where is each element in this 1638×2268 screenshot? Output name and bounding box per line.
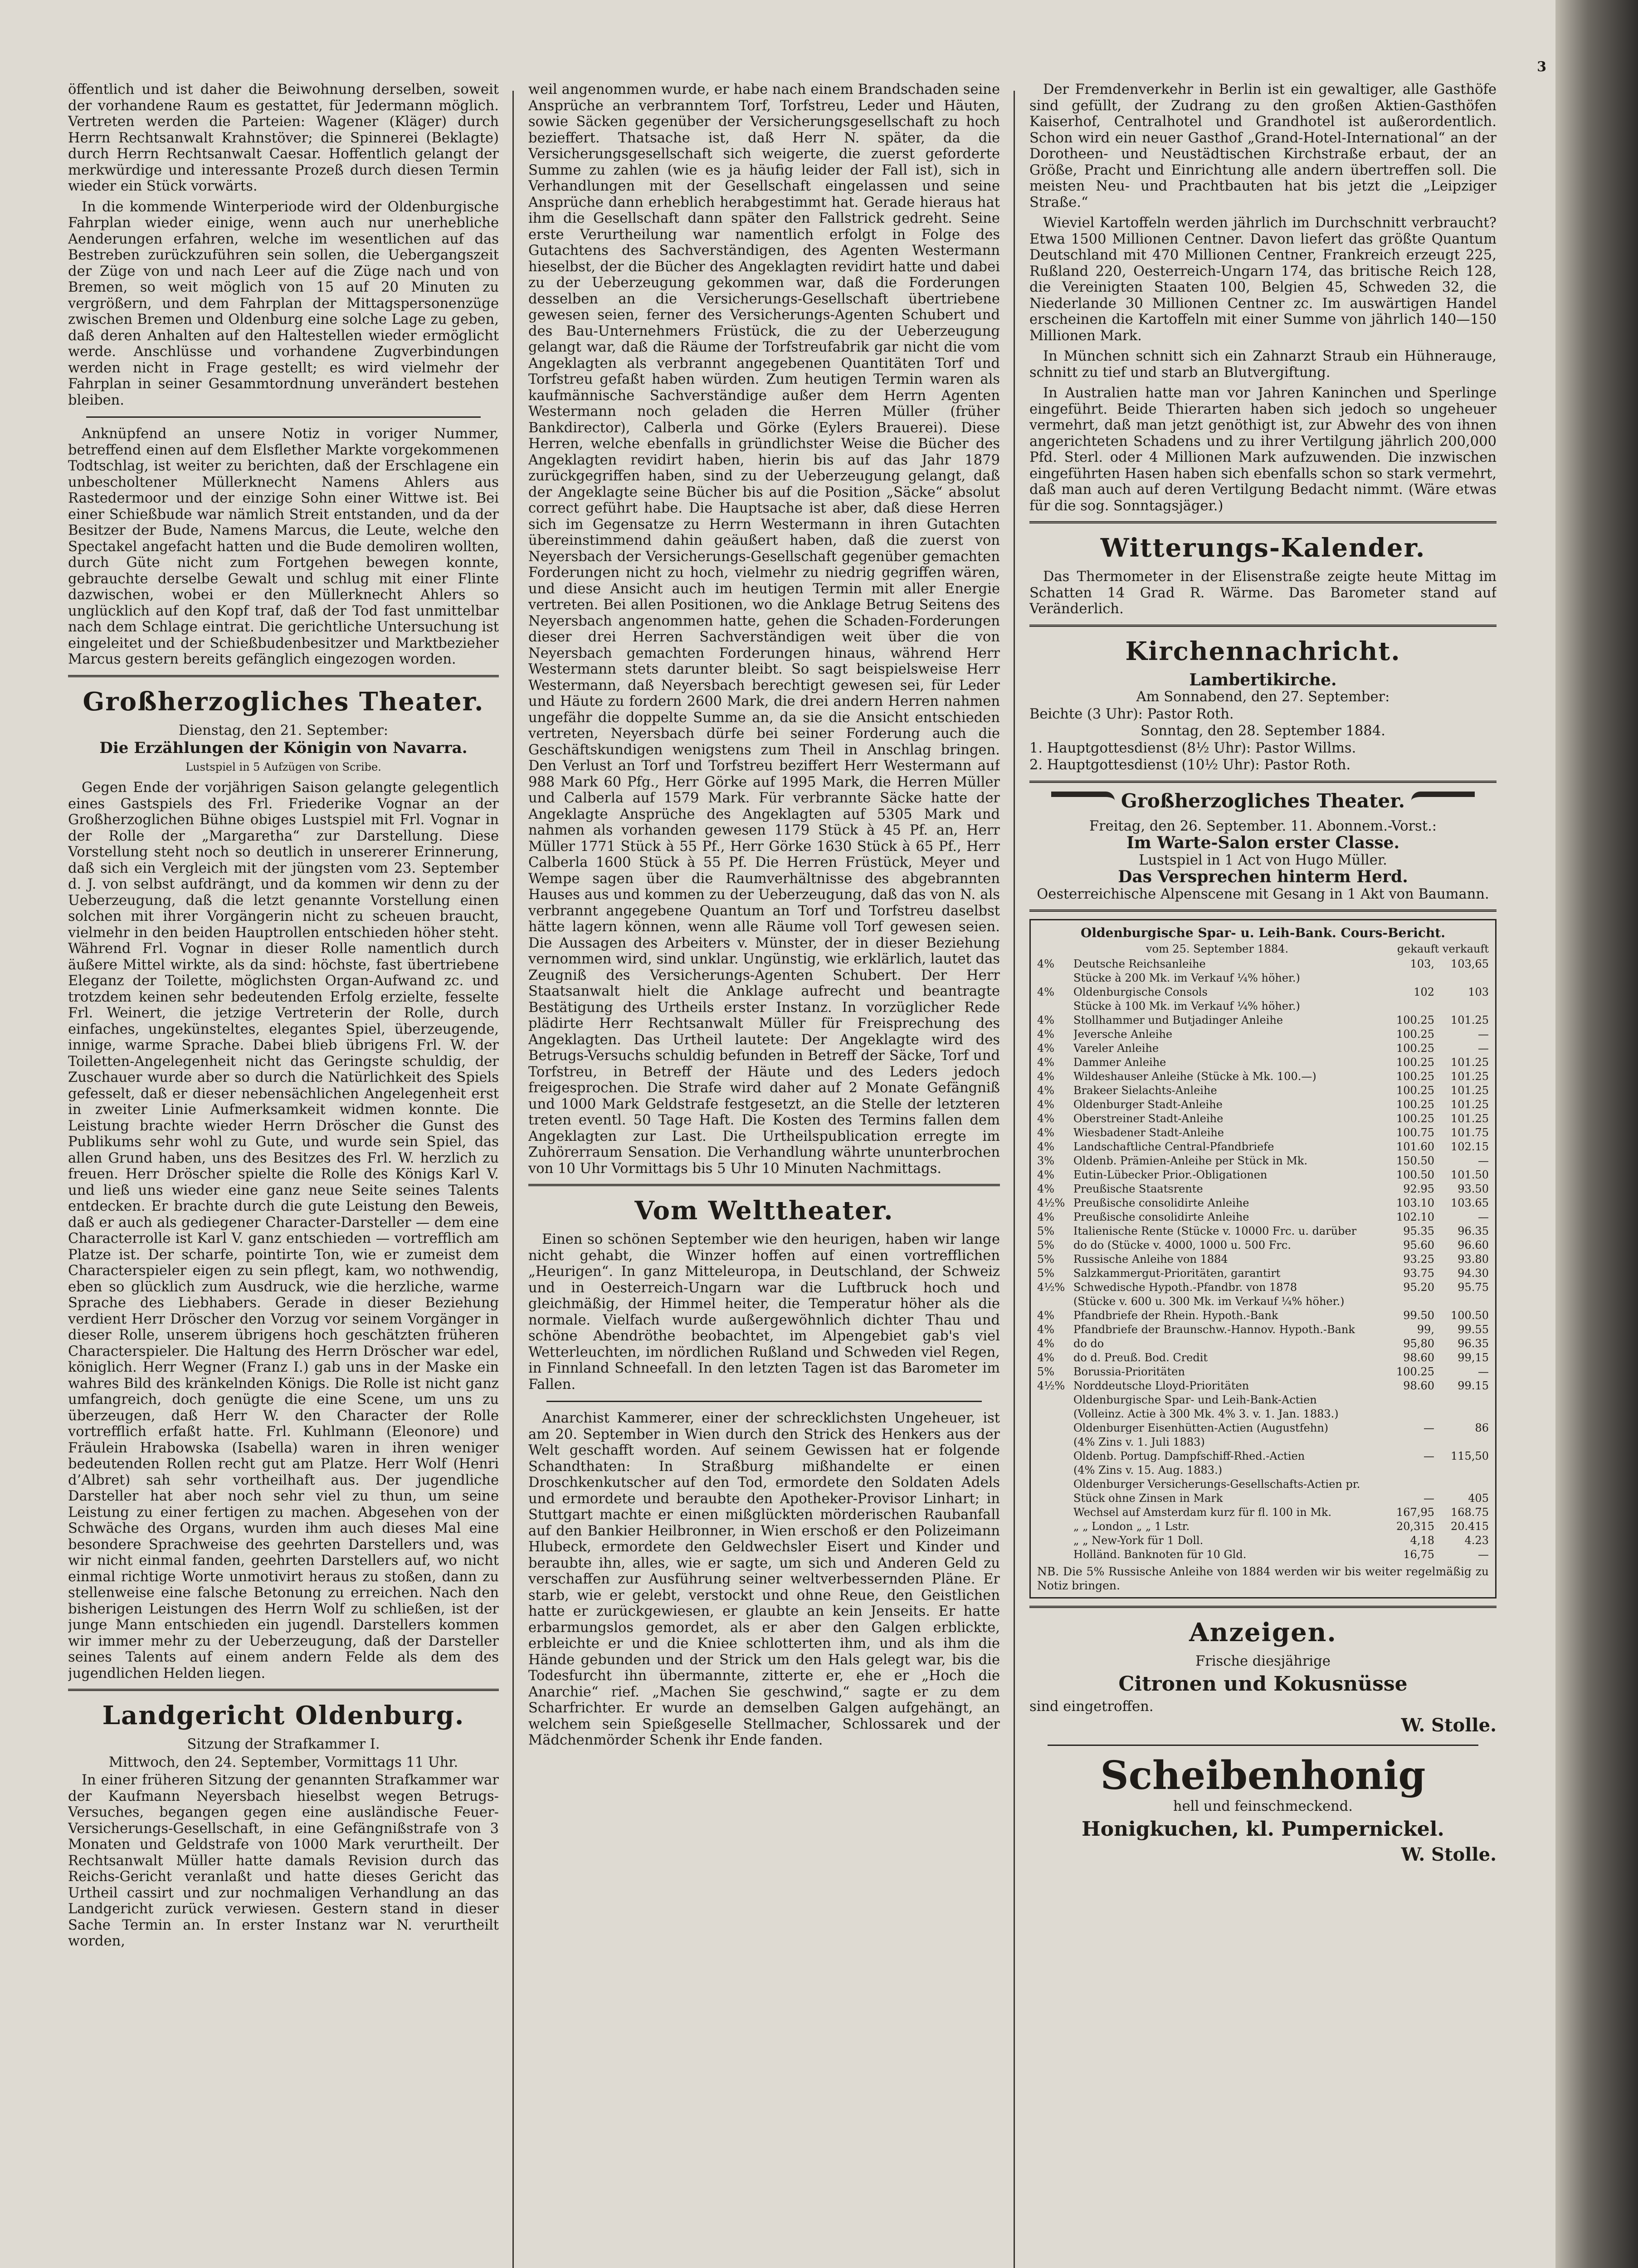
column-rule	[1014, 91, 1015, 2268]
ad-headline-large: Scheibenhonig	[1100, 1753, 1426, 1799]
bank-rate	[1037, 1393, 1073, 1407]
bank-security: Dammer Anleihe	[1073, 1056, 1166, 1069]
bank-row	[1037, 1337, 1489, 1351]
bank-sell: —	[1478, 1028, 1489, 1041]
section-heading: Vom Welttheater.	[634, 1196, 894, 1226]
bank-row	[1037, 1421, 1489, 1435]
bank-buy: 100.25	[1396, 1098, 1434, 1111]
bank-row	[1037, 1351, 1489, 1365]
theater-date: Dienstag, den 21. September:	[178, 722, 389, 738]
bank-security: Eutin-Lübecker Prior.-Obligationen	[1073, 1168, 1268, 1181]
bank-security: Preußische consolidirte Anleihe	[1073, 1211, 1249, 1223]
bank-sell: 101.25	[1451, 1112, 1489, 1125]
divider	[1029, 909, 1497, 912]
bank-buy	[1380, 1295, 1434, 1309]
bank-security: Jeversche Anleihe	[1073, 1028, 1173, 1041]
bank-buy: 98.60	[1403, 1379, 1434, 1392]
bank-sell: 101.25	[1451, 1084, 1489, 1097]
church-line: Beichte (3 Uhr): Pastor Roth.	[1029, 706, 1234, 722]
pointing-hand-icon	[1411, 792, 1475, 811]
bank-row	[1037, 1112, 1489, 1126]
divider	[1029, 625, 1497, 627]
bank-sell	[1434, 999, 1489, 1013]
bank-buy: —	[1424, 1422, 1434, 1434]
ad-line: Frische diesjährige	[1195, 1653, 1331, 1669]
bank-row	[1037, 1505, 1489, 1520]
ad-signature: W. Stolle.	[1401, 1843, 1497, 1865]
bank-buy: —	[1424, 1450, 1434, 1462]
bank-sell: 4.23	[1464, 1534, 1489, 1547]
column-2	[528, 82, 1000, 2268]
divider	[86, 416, 481, 418]
bank-rate: 4%	[1037, 1183, 1055, 1195]
bank-security: Pfandbriefe der Rhein. Hypoth.-Bank	[1073, 1309, 1278, 1322]
bank-rate: 4%	[1037, 958, 1055, 970]
bank-sell: 99.15	[1458, 1379, 1489, 1392]
theater-line: Freitag, den 26. September. 11. Abonnem.-Vorst.:	[1089, 818, 1437, 834]
bank-columns: gekauft verkauft	[1397, 942, 1489, 955]
bank-sell: 93.80	[1458, 1253, 1489, 1266]
bank-rate: 4½%	[1037, 1281, 1065, 1294]
theater-banner	[1029, 790, 1497, 812]
bank-buy: 103,	[1410, 958, 1434, 970]
bank-buy: 103.10	[1396, 1197, 1434, 1209]
bank-row	[1037, 1084, 1489, 1098]
bank-rate	[1037, 1520, 1073, 1534]
article-paragraph: In Australien hatte man vor Jahren Kaninchen und Sperlinge eingeführt. Beide Thierarten haben sich jedoch so ungeheuer vermehrt, daß man jetzt genöthigt ist, zur Abwehr des von ihnen angerichteten Schadens und zu ihrer Vertilgung jährlich 200,000 Pfd. Sterl. oder 4 Millionen Mark aufzuwenden. Die inzwischen eingeführten Hasen haben sich ebenfalls schon so stark vermehrt, daß man auch auf deren Vertilgung Bedacht nimmt. (Wäre etwas für die sog. Sonntagsjäger.)	[1029, 385, 1497, 514]
theater-title: Im Warte-Salon erster Classe.	[1126, 833, 1400, 852]
bank-security: Oldenburgische Consols	[1073, 986, 1208, 998]
bank-rate: 5%	[1037, 1239, 1055, 1251]
theater-title: Das Versprechen hinterm Herd.	[1118, 867, 1408, 886]
bank-sell: 101.25	[1451, 1014, 1489, 1026]
bank-buy	[1380, 1463, 1434, 1477]
bank-security: Italienische Rente (Stücke v. 10000 Frc. u. darüber	[1073, 1225, 1357, 1237]
bank-buy	[1380, 971, 1434, 985]
bank-buy: 98.60	[1403, 1351, 1434, 1364]
article-paragraph: öffentlich und ist daher die Beiwohnung derselben, soweit der vorhandene Raum es gestattet, für Jedermann möglich. Vertreten werden die Parteien: Wagener (Kläger) durch Herrn Rechtsanwalt Krahnstöver; die Spinnerei (Beklagte) durch Herrn Rechtsanwalt Caesar. Hoffentlich gelangt der merkwürdige und interessante Prozeß durch diesen Termin wieder ein Stück vorwärts.	[68, 82, 499, 194]
theater-line: Oesterreichische Alpenscene mit Gesang in 1 Akt von Baumann.	[1037, 886, 1489, 902]
bank-rate	[1037, 1505, 1073, 1520]
bank-rate: 4%	[1037, 1211, 1055, 1223]
bank-buy: 4,18	[1410, 1534, 1434, 1547]
church-name: Lambertikirche.	[1189, 670, 1337, 689]
bank-row	[1037, 1281, 1489, 1295]
bank-security: Stücke à 100 Mk. im Verkauf ¼% höher.)	[1073, 1000, 1300, 1012]
bank-sell	[1434, 1463, 1489, 1477]
bank-rate	[1037, 999, 1073, 1013]
bank-rate	[1037, 1534, 1073, 1548]
bank-security: Landschaftliche Central-Pfandbriefe	[1073, 1140, 1274, 1153]
bank-sell: 101.75	[1451, 1126, 1489, 1139]
article-paragraph: weil angenommen wurde, er habe nach einem Brandschaden seine Ansprüche an verbranntem Torf, Torfstreu, Leder und Häuten, sowie Säcken gegenüber der Versicherungsgesellschaft zu hoch bezieffert. Thatsache ist, daß Herr N. später, da die Versicherungsgesellschaft sich weigerte, die zuerst geforderte Summe zu zahlen (wie es ja häufig leider der Fall ist), sich in Verhandlungen mit der Gesellschaft eingelassen und seine Ansprüche dann erheblich herabgestimmt hat. Gerade hieraus hat ihm die Gesellschaft dann später den Fallstrick gedreht. Seine erste Verurtheilung war namentlich erfolgt in Folge des Gutachtens des Sachverständigen, des Agenten Westermann hieselbst, der die Bücher des Angeklagten revidirt hatte und dabei zu der Ueberzeugung gekommen war, daß die Forderungen desselben an die Versicherungs-Gesellschaft übertriebene gewesen seien, ferner des Versicherungs-Agenten Schubert und des Bau-Unternehmers Früstück, die zu der Ueberzeugung gelangt war, daß die Räume der Torfstreufabrik gar nicht die vom Angeklagten als verbrannt angegebenen Quantitäten Torf und Torfstreu gefaßt haben würden. Zum heutigen Termin waren als kaufmännische Sachverständige außer dem Herrn Agenten Westermann noch geladen die Herren Müller (früher Bankdirector), Calberla und Görke (Eylers Brauerei). Diese Herren, welche ebenfalls in gründlichster Weise die Bücher des Angeklagten revidirt haben, hierin bis auf das Jahr 1879 zurückgegriffen haben, sind zu der Ueberzeugung gelangt, daß der Angeklagte seine Bücher bis auf die Position „Säcke“ absolut correct geführt habe. Die Hauptsache ist aber, daß diese Herren sich im Gegensatze zu Herrn Westermann in ihren Gutachten übereinstimmend dahin geäußert haben, daß die zuerst von Neyersbach der Versicherungs-Gesellschaft gegenüber gemachten Forderungen nicht zu hoch, vielmehr zu niedrig gegriffen wären, und diese Ansicht auch im heutigen Termin mit aller Energie vertreten. Bei allen Positionen, wo die Anklage Betrug Seitens des Neyersbach angenommen hatte, gehen die Schaden-Forderungen dieser drei Herren Sachverständigen weit über die von Neyersbach gemachten Forderungen hinaus, während Herr Westermann stets darunter bleibt. So sagt beispielsweise Herr Westermann, daß Neyersbach berechtigt gewesen sei, für Leder und Häute zu fordern 2600 Mark, die drei andern Herren nahmen ungefähr die doppelte Summe an, da sie die Ansicht entschieden vertreten, Neyersbach dürfe bei seiner Forderung auch die Geschäftskundigen wenigstens zum Theil in Anschlag bringen. Den Verlust an Torf und Torfstreu beziffert Herr Westermann auf 988 Mark 60 Pfg., Herr Görke auf 1995 Mark, die Herren Müller und Calberla auf 1579 Mark. Für verbrannte Säcke hatte der Angeklagte Ansprüche des Angeklagten auf 5305 Mark und nahmen als vorhanden gewesen 1179 Stück à 45 Pf. an, Herr Müller 1771 Stück à 55 Pf., Herr Görke 1630 Stück à 65 Pf., Herr Calberla 1600 Stück à 55 Pf. Die Herren Früstück, Meyer und Wempe sagen über die Raumverhältnisse des abgebrannten Hauses aus und kommen zu der Ueberzeugung, daß das von N. als verbrannt angegebene Quantum an Torf und Torfstreu daselbst hätte lagern können, wenn alle Räume voll Torf gewesen seien. Die Aussagen des Arbeiters v. Münster, der in dieser Beziehung vernommen wird, sind unklar. Ungünstig, wie erklärlich, lautet das Zeugniß des Versicherungs-Agenten Schubert. Der Herr Staatsanwalt hielt die Anklage aufrecht und beantragte Bestätigung des Urtheils erster Instanz. In vorzüglicher Rede plädirte Herr Rechtsanwalt Müller für Freisprechung des Angeklagten. Das Urtheil lautete: Der Angeklagte wird des Betrugs-Versuchs schuldig befunden in Betreff der Säcke, Torf und Torfstreu, in Betreff der Häute und des Leders jedoch freigesprochen. Die Strafe wird daher auf 2 Monate Gefängniß und 1000 Mark Geldstrafe festgesetzt, an die Stelle der letzteren treten eventl. 50 Tage Haft. Die Kosten des Termins fallen dem Angeklagten zur Last. Die Urtheilspublication erregte im Zuhörerraum Sensation. Die Verhandlung währte ununterbrochen von 10 Uhr Vormittags bis 5 Uhr 10 Minuten Nachmittags.	[528, 82, 1000, 1177]
bank-buy: 99,	[1417, 1323, 1434, 1336]
bank-rate: 5%	[1037, 1253, 1055, 1266]
bank-buy: 150.50	[1396, 1154, 1434, 1167]
article-paragraph: In einer früheren Sitzung der genannten Strafkammer war der Kaufmann Neyersbach hieselbst wegen Betrugs-Versuches, begangen gegen eine ausländische Feuer-Versicherungs-Gesellschaft, in eine Gefängnißstrafe von 3 Monaten und Geldstrafe von 1000 Mark verurtheilt. Der Rechtsanwalt Müller hatte damals Revision durch das Reichs-Gericht veranlaßt und hatte dieses Gericht das Urtheil cassirt und zur nochmaligen Verhandlung an das Landgericht zurück verwiesen. Gestern stand in dieser Sache Termin an. In erster Instanz war N. verurtheilt worden,	[68, 1772, 499, 1949]
bank-security: do do	[1073, 1337, 1104, 1350]
article-paragraph: In die kommende Winterperiode wird der Oldenburgische Fahrplan wieder einige, wenn auch nur unerhebliche Aenderungen erfahren, welche im wesentlichen auf das Bestreben zurückzuführen sein sollen, die Uebergangszeit der Züge von und nach Leer auf die Züge nach und von Bremen, so weit möglich von 15 auf 20 Minuten zu vergrößern, und dem Fahrplan der Mittagspersonenzüge zwischen Bremen und Oldenburg eine solche Lage zu geben, daß deren Anhalten auf den Haltestellen wieder ermöglicht werde. Anschlüsse und vorhandene Zugverbindungen werden nicht in Frage gestellt; es wird vielmehr der Fahrplan in seiner Gesammtordnung unverändert bestehen bleiben.	[68, 199, 499, 408]
divider	[68, 675, 499, 677]
bank-rate: 4%	[1037, 1140, 1055, 1153]
bank-sell	[1434, 1393, 1489, 1407]
bank-row	[1037, 1463, 1489, 1477]
article-paragraph: Anarchist Kammerer, einer der schrecklichsten Ungeheuer, ist am 20. September in Wien durch den Strick des Henkers aus der Welt geschafft worden. Auf seinem Gewissen hat er folgende Schandthaten: In Straßburg mißhandelte er einen Droschkenkutscher auf den Tod, ermordete den Soldaten Adels und ermordete und beraubte den Apotheker-Provisor Linhart; in Stuttgart machte er einen mißglückten mörderischen Raubanfall auf den Bankier Heilbronner, in Wien erschoß er den Polizeimann Hlubeck, ermordete den Geldwechsler Eisert und Kinder und beraubte ihn, alles, wie er sagte, um sich und Anderen Geld zu verschaffen zur Ausführung seiner weltverbessernden Pläne. Er starb, wie er gelebt, verstockt und ohne Reue, den Geistlichen hatte er zurückgewiesen, er glaubte an kein Jenseits. Er hatte erbarmungslos gemordet, als er aber den Galgen erblickte, erbleichte er und die Kniee schlotterten ihm, und als ihm die Hände gebunden und der Strick um den Hals gelegt war, bis die Todesfurcht ihn übermannte, zitterte er, ehe er „Hoch die Anarchie“ rief. „Machen Sie geschwind,“ sagte er zu dem Scharfrichter. Er wurde an demselben Galgen aufgehängt, an welchem sein Spießgeselle Stellmacher, Schlossarek und der Mädchenmörder Schenk ihr Ende fanden.	[528, 1410, 1000, 1748]
bank-security: Schwedische Hypoth.-Pfandbr. von 1878	[1073, 1281, 1297, 1294]
bank-buy: 102	[1414, 986, 1434, 998]
bank-buy: 100.25	[1396, 1028, 1434, 1041]
bank-row	[1037, 1098, 1489, 1112]
section-heading: Großherzogliches Theater.	[83, 686, 484, 717]
bank-sell: 95.75	[1458, 1281, 1489, 1294]
ad-headline: Citronen und Kokusnüsse	[1118, 1672, 1408, 1696]
bank-buy: 100.25	[1396, 1084, 1434, 1097]
bank-report	[1029, 919, 1497, 1598]
bank-rate	[1037, 1295, 1073, 1309]
bank-buy: 100.75	[1396, 1126, 1434, 1139]
bank-security: „ „ New-York für 1 Doll.	[1073, 1534, 1204, 1547]
pointing-hand-icon	[1051, 792, 1115, 811]
article-paragraph: Einen so schönen September wie den heurigen, haben wir lange nicht gehabt, die Winzer hoffen auf einen vortrefflichen „Heurigen“. In ganz Mitteleuropa, in Deutschland, der Schweiz und in Oesterreich-Ungarn war die Luftbruck hoch und gleichmäßig, der Himmel heiter, die Temperatur höher als die normale. Vielfach wurde außergewöhnlich dichter Thau und schöne Abendröthe beobachtet, im Alpengebiet gab's viel Wetterleuchten, im nördlichen Rußland und Schweden viel Regen, in Finnland Schneefall. In den letzten Tagen ist das Barometer im Fallen.	[528, 1232, 1000, 1393]
bank-row	[1037, 1238, 1489, 1252]
bank-sell: 86	[1475, 1422, 1489, 1434]
bank-sell: 93.50	[1458, 1183, 1489, 1195]
bank-security: Oldenburger Stadt-Anleihe	[1073, 1098, 1223, 1111]
bank-rate: 4%	[1037, 1084, 1055, 1097]
ad-line: sind eingetroffen.	[1029, 1698, 1154, 1715]
bank-row	[1037, 1435, 1489, 1449]
bank-buy	[1380, 1477, 1434, 1491]
bank-row	[1037, 1491, 1489, 1505]
bank-rate: 4%	[1037, 1056, 1055, 1069]
bank-sell: 103	[1468, 986, 1489, 998]
bank-security: Holländ. Banknoten für 10 Gld.	[1073, 1548, 1247, 1561]
bank-row	[1037, 1295, 1489, 1309]
bank-security: Deutsche Reichsanleihe	[1073, 958, 1206, 970]
bank-sell: 94.30	[1458, 1267, 1489, 1280]
bank-row	[1037, 1041, 1489, 1056]
bank-rate	[1037, 1491, 1073, 1505]
bank-buy: 16,75	[1403, 1548, 1434, 1561]
bank-row	[1037, 957, 1489, 971]
bank-sell	[1434, 1477, 1489, 1491]
bank-sell: 101.25	[1451, 1056, 1489, 1069]
bank-row	[1037, 1393, 1489, 1407]
article-paragraph: Der Fremdenverkehr in Berlin ist ein gewaltiger, alle Gasthöfe sind gefüllt, der Zudrang zu den großen Aktien-Gasthöfen Kaiserhof, Centralhotel und Grandhotel ist außerordentlich. Schon wird ein neuer Gasthof „Grand-Hotel-International“ an der Dorotheen- und Neustädtischen Kirchstraße erbaut, der an Größe, Pracht und Einrichtung alle andern übertreffen soll. Die meisten Neu- und Prachtbauten hat bis jetzt die „Leipziger Straße.“	[1029, 82, 1497, 210]
bank-security: do do (Stücke v. 4000, 1000 u. 500 Frc.	[1073, 1239, 1291, 1251]
bank-row	[1037, 1070, 1489, 1084]
bank-buy: 92.95	[1403, 1183, 1434, 1195]
bank-rate: 4%	[1037, 1042, 1055, 1055]
bank-sell: 101.50	[1451, 1168, 1489, 1181]
bank-rate: 4%	[1037, 1323, 1055, 1336]
divider	[1029, 1606, 1497, 1608]
bank-sell: 168.75	[1451, 1506, 1489, 1519]
bank-rate: 3%	[1037, 1154, 1055, 1167]
bank-row	[1037, 1224, 1489, 1238]
bank-buy: 93.75	[1403, 1267, 1434, 1280]
bank-rate: 5%	[1037, 1365, 1055, 1378]
section-heading: Großherzogliches Theater.	[1121, 789, 1405, 812]
bank-buy: 100.25	[1396, 1014, 1434, 1026]
bank-security: Oldenburger Versicherungs-Gesellschafts-Actien pr.	[1073, 1478, 1360, 1491]
column-1	[68, 82, 499, 2268]
bank-buy: 167,95	[1396, 1506, 1434, 1519]
bank-rate	[1037, 1548, 1073, 1562]
bank-row	[1037, 1168, 1489, 1182]
bank-buy: 102.10	[1396, 1211, 1434, 1223]
bank-sell: —	[1478, 1154, 1489, 1167]
page-number: 3	[1537, 59, 1546, 75]
bank-security: Preußische consolidirte Anleihe	[1073, 1197, 1249, 1209]
bank-security: Vareler Anleihe	[1073, 1042, 1159, 1055]
bank-rate: 4%	[1037, 1112, 1055, 1125]
bank-row	[1037, 1126, 1489, 1140]
bank-sell: 99,15	[1458, 1351, 1489, 1364]
section-heading: Kirchennachricht.	[1125, 636, 1401, 666]
bank-date-row	[1037, 941, 1489, 958]
church-line: Sonntag, den 28. September 1884.	[1141, 723, 1385, 739]
bank-row	[1037, 1154, 1489, 1168]
bank-rate: 4%	[1037, 1070, 1055, 1083]
court-date: Mittwoch, den 24. September, Vormittags 11 Uhr.	[108, 1754, 458, 1770]
bank-note: NB. Die 5% Russische Anleihe von 1884 werden wir bis weiter regelmäßig zu Notiz bringen.	[1037, 1565, 1489, 1592]
book-binding-edge	[1555, 0, 1638, 2268]
bank-sell: 100.50	[1451, 1309, 1489, 1322]
bank-row	[1037, 1449, 1489, 1463]
bank-buy: 100.50	[1396, 1168, 1434, 1181]
bank-sell	[1434, 971, 1489, 985]
bank-rate: 5%	[1037, 1225, 1055, 1237]
bank-security: Oldenb. Portug. Dampfschiff-Rhed.-Actien	[1073, 1450, 1305, 1462]
bank-sell	[1434, 1407, 1489, 1421]
bank-sell: —	[1478, 1365, 1489, 1378]
divider	[1029, 781, 1497, 783]
bank-buy: 95,80	[1403, 1337, 1434, 1350]
bank-sell: 99.55	[1458, 1323, 1489, 1336]
bank-rate: 4%	[1037, 986, 1055, 998]
bank-security: Wildeshauser Anleihe (Stücke à Mk. 100.—)	[1073, 1070, 1316, 1083]
theater-line: Lustspiel in 1 Act von Hugo Müller.	[1139, 852, 1387, 868]
bank-sell: 405	[1468, 1492, 1489, 1505]
bank-sell: 103.65	[1451, 1197, 1489, 1209]
bank-row	[1037, 1477, 1489, 1491]
bank-row	[1037, 971, 1489, 985]
bank-row	[1037, 985, 1489, 999]
bank-sell: 101.25	[1451, 1098, 1489, 1111]
bank-rate: 4%	[1037, 1309, 1055, 1322]
bank-row	[1037, 1407, 1489, 1421]
bank-buy	[1380, 1393, 1434, 1407]
bank-buy	[1380, 999, 1434, 1013]
theater-subtitle: Lustspiel in 5 Aufzügen von Scribe.	[185, 760, 381, 773]
section-heading: Anzeigen.	[1189, 1618, 1337, 1647]
church-line: Am Sonnabend, den 27. September:	[1136, 689, 1390, 705]
bank-sell	[1434, 1435, 1489, 1449]
bank-row	[1037, 1309, 1489, 1323]
theater-title: Die Erzählungen der Königin von Navarra.	[99, 739, 468, 757]
bank-sell: 103,65	[1451, 958, 1489, 970]
bank-buy: 95.60	[1403, 1239, 1434, 1251]
bank-buy: 100.25	[1396, 1365, 1434, 1378]
bank-security: Oldenb. Prämien-Anleihe per Stück in Mk.	[1073, 1154, 1308, 1167]
bank-security: Salzkammergut-Prioritäten, garantirt	[1073, 1267, 1281, 1280]
bank-rate	[1037, 1435, 1073, 1449]
bank-sell: —	[1478, 1042, 1489, 1055]
bank-buy: 93.25	[1403, 1253, 1434, 1266]
bank-rate	[1037, 1407, 1073, 1421]
divider	[68, 1689, 499, 1691]
church-line: 2. Hauptgottesdienst (10½ Uhr): Pastor Roth.	[1029, 757, 1351, 773]
article-paragraph: Gegen Ende der vorjährigen Saison gelangte gelegentlich eines Gastspiels des Frl. Friederike Vognar an der Großherzoglichen Bühne obiges Lustspiel mit Frl. Vognar in der Rolle der „Margaretha“ zur Darstellung. Diese Vorstellung steht noch so deutlich in unsererer Erinnerung, daß sich ein Vergleich mit der jüngsten vom 23. September d. J. von selbst aufdrängt, und da kommen wir denn zu der Ueberzeugung, daß die letzt genannte Vorstellung einen solchen mit ihrer Vorgängerin nicht zu scheuen braucht, vielmehr in den beiden Hauptrollen entschieden höher steht. Während Frl. Vognar in dieser Rolle namentlich durch äußere Mittel wirkte, als da sind: höchste, fast übertriebene Eleganz der Toilette, möglichsten Organ-Aufwand zc. und trotzdem keinen sehr bedeutenden Erfolg erzielte, fesselte Frl. Weinert, die jetzige Vertreterin der Rolle, durch einfaches, ungekünsteltes, elegantes Spiel, überzeugende, innige, warme Sprache. Dabei blieb übrigens Frl. W. der Toiletten-Angelegenheit nicht das Geringste schuldig, der Zuschauer wurde aber so durch die Natürlichkeit des Spiels gefesselt, daß er dieser nebensächlichen Angelegenheit erst in zweiter Linie Aufmerksamkeit widmen konnte. Die Leistung brachte wieder Herrn Dröscher die Gunst des Publikums sehr wohl zu Gute, und wurde sein Spiel, das allen Grund haben, uns des Besitzes des Frl. W. herzlich zu freuen. Herr Dröscher spielte die Rolle des Königs Karl V. und ließ uns wieder eine ganz neue Seite seines Talents entdecken. Er brachte durch die gute Leistung den Beweis, daß er auch als gediegener Character-Darsteller — dem eine Characterrolle ist Karl V. ganz entschieden — vortrefflich am Platze ist. Der scharfe, pointirte Ton, wie er zumeist dem Characterspieler eigen zu sein pflegt, kam, wo nothwendig, eben so glücklich zum Ausdruck, wie die herzliche, warme Sprache des Liebhabers. Gerade in dieser Beziehung verdient Herr Dröscher den Vorzug vor seinem Vorgänger in dieser Rolle, unserem übrigens hoch geschätzten früheren Characterspieler. Die Haltung des Herrn Dröscher war edel, königlich. Herr Wegner (Franz I.) gab uns in der Maske ein wahres Bild des kränkelnden Königs. Die Rolle ist nicht ganz umfangreich, doch genügte die eine Scene, um uns zu überzeugen, daß Herr W. den Character der Rolle vortrefflich erfaßt hatte. Frl. Kuhlmann (Eleonore) und Fräulein Hrabowska (Isabella) waren in ihren weniger bedeutenden Rollen recht gut am Platze. Herr Wolf (Henri d’Albret) sah sehr vortheilhaft aus. Der jugendliche Darsteller hat aber noch sehr viel zu thun, um seine Leistung zu einer fertigen zu machen. Abgesehen von der Schwäche des Organs, wurden ihm auch dieses Mal eine besondere Sprachweise des geehrten Darstellers und, was wir nicht einmal fanden, geehrten Darstellers auf, wo nicht einmal richtige Worte unmotivirt heraus zu stoßen, dann zu stellenweise eine falsche Betonung zu erreichen. Nach den bisherigen Leistungen des Herrn Wolf zu schließen, ist der junge Mann entschieden ein jugendl. Darstellers kommen wir immer mehr zu der Ueberzeugung, daß der Darsteller seines Talents auf einem andern Felde als dem des jugendlichen Helden liegen.	[68, 780, 499, 1681]
bank-row	[1037, 1266, 1489, 1281]
bank-sell: 101.25	[1451, 1070, 1489, 1083]
weather-text: Das Thermometer in der Elisenstraße zeigte heute Mittag im Schatten 14 Grad R. Wärme. Das Barometer stand auf Veränderlich.	[1029, 569, 1497, 617]
bank-sell: 20.415	[1451, 1520, 1489, 1533]
bank-buy: 100.25	[1396, 1070, 1434, 1083]
ad-line: hell und feinschmeckend.	[1173, 1799, 1353, 1814]
bank-sell: 96.35	[1458, 1337, 1489, 1350]
divider	[528, 1184, 1000, 1186]
bank-buy: 100.25	[1396, 1112, 1434, 1125]
bank-rate: 5%	[1037, 1267, 1055, 1280]
bank-security: (4% Zins v. 1. Juli 1883)	[1073, 1436, 1205, 1448]
bank-row	[1037, 1379, 1489, 1393]
bank-row	[1037, 1520, 1489, 1534]
ad-signature: W. Stolle.	[1401, 1715, 1497, 1736]
section-heading: Witterungs-Kalender.	[1100, 533, 1426, 563]
bank-row	[1037, 1140, 1489, 1154]
bank-rate	[1037, 1463, 1073, 1477]
article-paragraph: In München schnitt sich ein Zahnarzt Straub ein Hühnerauge, schnitt zu tief und starb an Blutvergiftung.	[1029, 348, 1497, 381]
bank-row	[1037, 999, 1489, 1013]
bank-row	[1037, 1548, 1489, 1562]
bank-date: vom 25. September 1884.	[1146, 942, 1289, 955]
bank-buy: 100.25	[1396, 1056, 1434, 1069]
bank-security: Oberstreiner Stadt-Anleihe	[1073, 1112, 1224, 1125]
divider	[1029, 521, 1497, 523]
bank-row	[1037, 1365, 1489, 1379]
church-line: 1. Hauptgottesdienst (8½ Uhr): Pastor Willms.	[1029, 740, 1356, 756]
column-3	[1029, 82, 1497, 2268]
bank-security: Oldenburger Eisenhütten-Actien (Augustfehn)	[1073, 1422, 1329, 1434]
bank-buy: 101.60	[1396, 1140, 1434, 1153]
bank-buy	[1380, 1407, 1434, 1421]
bank-rate: 4%	[1037, 1126, 1055, 1139]
bank-security: Borussia-Prioritäten	[1073, 1365, 1185, 1378]
bank-row	[1037, 1196, 1489, 1210]
bank-security: (Volleinz. Actie à 300 Mk. 4% 3. v. 1. Jan. 1883.)	[1073, 1408, 1339, 1420]
column-rule	[512, 91, 514, 2268]
bank-security: Oldenburgische Spar- und Leih-Bank-Actien	[1073, 1393, 1317, 1406]
bank-rate	[1037, 1421, 1073, 1435]
bank-security: (Stücke v. 600 u. 300 Mk. im Verkauf ¼% höher.)	[1073, 1295, 1345, 1308]
bank-buy: 99.50	[1403, 1309, 1434, 1322]
bank-security: Stück ohne Zinsen in Mark	[1073, 1492, 1223, 1505]
bank-security: do d. Preuß. Bod. Credit	[1073, 1351, 1208, 1364]
bank-rate: 4%	[1037, 1014, 1055, 1026]
bank-security: Stollhammer und Butjadinger Anleihe	[1073, 1014, 1283, 1026]
bank-security: Preußische Staatsrente	[1073, 1183, 1203, 1195]
bank-rate: 4½%	[1037, 1379, 1065, 1392]
divider	[546, 1401, 982, 1402]
ad-headline: Honigkuchen, kl. Pumpernickel.	[1082, 1817, 1444, 1841]
bank-buy: 20,315	[1396, 1520, 1434, 1533]
bank-rate: 4%	[1037, 1337, 1055, 1350]
court-subtitle: Sitzung der Strafkammer I.	[187, 1736, 380, 1752]
bank-sell: 96.60	[1458, 1239, 1489, 1251]
section-heading: Landgericht Oldenburg.	[102, 1701, 465, 1730]
bank-security: Norddeutsche Lloyd-Prioritäten	[1073, 1379, 1249, 1392]
bank-rate: 4%	[1037, 1098, 1055, 1111]
bank-security: Wechsel auf Amsterdam kurz für fl. 100 in Mk.	[1073, 1506, 1332, 1519]
bank-buy: 100.25	[1396, 1042, 1434, 1055]
bank-security: Brakeer Sielachts-Anleihe	[1073, 1084, 1217, 1097]
bank-rate	[1037, 1449, 1073, 1463]
bank-sell: —	[1478, 1548, 1489, 1561]
bank-sell: 115,50	[1451, 1450, 1489, 1462]
bank-rate	[1037, 971, 1073, 985]
bank-table	[1037, 957, 1489, 1562]
bank-title: Oldenburgische Spar- u. Leih-Bank. Cours-Bericht.	[1081, 925, 1445, 940]
bank-row	[1037, 1056, 1489, 1070]
bank-row	[1037, 1534, 1489, 1548]
bank-row	[1037, 1027, 1489, 1041]
bank-buy: 95.35	[1403, 1225, 1434, 1237]
article-paragraph: Anknüpfend an unsere Notiz in voriger Nummer, betreffend einen auf dem Elsflether Markte vorgekommenen Todtschlag, ist weiter zu berichten, daß der Erschlagene ein unbescholtener Müllerknecht Namens Ahlers aus Rastedermoor und der einzige Sohn einer Wittwe ist. Bei einer Schießbude war nämlich Streit entstanden, und da der Besitzer der Bude, Namens Marcus, die Leute, welche den Spectakel angefacht hatten und die Bude demoliren wollten, durch Güte nicht zum Fortgehen bewegen konnte, gebrauchte derselbe Gewalt und schlug mit einer Flinte dazwischen, wobei er den Müllerknecht Ahlers so unglücklich auf den Kopf traf, daß der Tod fast unmittelbar nach dem Schlage eintrat. Die gerichtliche Untersuchung ist eingeleitet und der Schießbudenbesitzer und Marktbezieher Marcus gestern bereits gefänglich eingezogen worden.	[68, 426, 499, 667]
bank-sell: —	[1478, 1211, 1489, 1223]
bank-security: Stücke à 200 Mk. im Verkauf ¼% höher.)	[1073, 972, 1300, 984]
bank-row	[1037, 1013, 1489, 1027]
bank-security: Wiesbadener Stadt-Anleihe	[1073, 1126, 1224, 1139]
bank-security: (4% Zins v. 15. Aug. 1883.)	[1073, 1464, 1223, 1476]
bank-rate: 4½%	[1037, 1197, 1065, 1209]
bank-buy: —	[1424, 1492, 1434, 1505]
article-paragraph: Wieviel Kartoffeln werden jährlich im Durchschnitt verbraucht? Etwa 1500 Millionen Centner. Davon liefert das größte Quantum Deutschland mit 470 Millionen Centner, Frankreich erzeugt 225, Rußland 220, Oesterreich-Ungarn 174, das britische Reich 128, die Vereinigten Staaten 100, Belgien 45, Schweden 32, die Niederlande 30 Millionen Centner zc. Im auswärtigen Handel erscheinen die Kartoffeln mit einer Summe von jährlich 140—150 Millionen Mark.	[1029, 215, 1497, 344]
bank-security: Russische Anleihe von 1884	[1073, 1253, 1228, 1266]
divider	[1048, 1745, 1478, 1746]
bank-security: Pfandbriefe der Braunschw.-Hannov. Hypoth.-Bank	[1073, 1323, 1355, 1336]
bank-rate: 4%	[1037, 1028, 1055, 1041]
bank-buy: 95.20	[1403, 1281, 1434, 1294]
bank-rate: 4%	[1037, 1168, 1055, 1181]
bank-rate: 4%	[1037, 1351, 1055, 1364]
bank-buy	[1380, 1435, 1434, 1449]
bank-sell: 96.35	[1458, 1225, 1489, 1237]
bank-sell: 102.15	[1451, 1140, 1489, 1153]
bank-row	[1037, 1210, 1489, 1224]
bank-sell	[1434, 1295, 1489, 1309]
bank-row	[1037, 1323, 1489, 1337]
bank-rate	[1037, 1477, 1073, 1491]
bank-row	[1037, 1252, 1489, 1266]
bank-security: „ „ London „ „ 1 Lstr.	[1073, 1520, 1190, 1533]
bank-row	[1037, 1182, 1489, 1196]
